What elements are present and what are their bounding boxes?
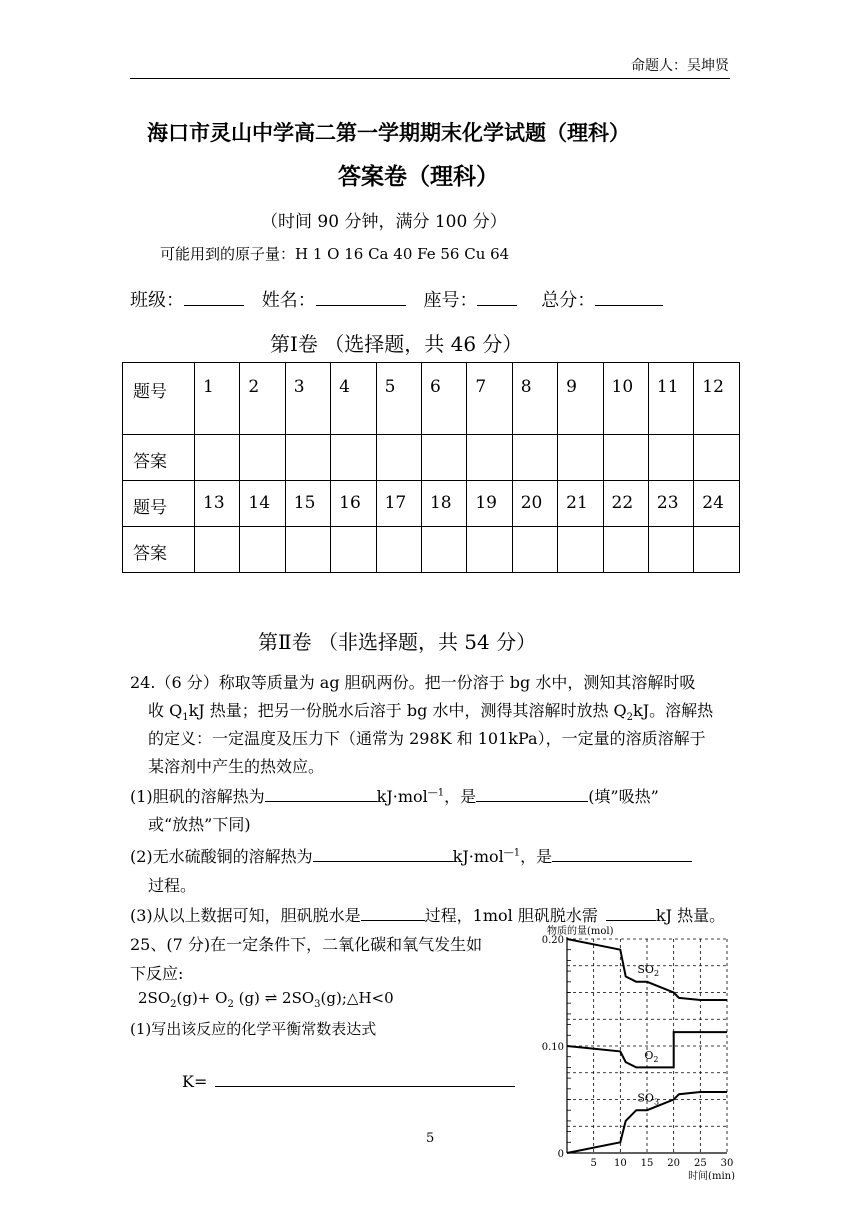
answer-cell[interactable]	[195, 435, 240, 481]
question-number: 13	[195, 481, 240, 527]
q25-equation	[138, 989, 394, 1010]
answer-cell[interactable]	[421, 527, 466, 573]
answer-cell[interactable]	[467, 527, 512, 573]
table-row	[123, 435, 740, 481]
x-axis-label: 时间(min)	[688, 1171, 735, 1180]
question-number: 16	[331, 481, 376, 527]
q24-text: kJ。溶解热	[633, 701, 714, 720]
equation-subscript: 2	[227, 999, 234, 1010]
x-tick-label: 30	[720, 1158, 734, 1169]
answer-cell[interactable]	[240, 435, 285, 481]
equation-text: 2SO	[282, 989, 315, 1007]
answer-cell[interactable]	[467, 435, 512, 481]
series-label-so2: $SO_2$	[637, 963, 660, 979]
total-field[interactable]	[595, 289, 663, 306]
table-row	[123, 363, 740, 435]
k-expression	[182, 1070, 515, 1091]
q24-text: kJ·mol	[452, 847, 504, 866]
x-tick-label: 15	[640, 1158, 654, 1169]
answer-cell[interactable]	[285, 527, 330, 573]
question-number: 9	[558, 363, 603, 435]
question-number: 11	[648, 363, 693, 435]
question-number-label: 题号	[123, 481, 195, 527]
q24-text: (3)从以上数据可知，胆矾脱水是	[130, 906, 361, 925]
question-number: 2	[240, 363, 285, 435]
exam-title: 海口市灵山中学高二第一学期期末化学试题（理科）	[147, 120, 630, 145]
q24-blank-2[interactable]	[476, 785, 588, 802]
info-fields	[130, 286, 663, 312]
equation-subscript: 3	[314, 999, 321, 1010]
k-answer-blank[interactable]	[215, 1070, 515, 1087]
y-tick-label: 0.20	[541, 935, 564, 946]
answer-cell[interactable]	[603, 435, 648, 481]
q24-text: kJ·mol	[376, 787, 428, 806]
q24-blank-6[interactable]	[606, 904, 656, 921]
atomic-masses: 可能用到的原子量：H 1 O 16 Ca 40 Fe 56 Cu 64	[160, 245, 510, 263]
question-number: 8	[512, 363, 557, 435]
question-number: 24	[694, 481, 739, 527]
question-number: 18	[421, 481, 466, 527]
answer-sheet-title: 答案卷（理科）	[338, 163, 499, 190]
answer-cell[interactable]	[285, 435, 330, 481]
class-label: 班级：	[130, 290, 184, 311]
total-label: 总分：	[541, 290, 596, 311]
answer-cell[interactable]	[376, 435, 421, 481]
answer-table	[122, 362, 740, 573]
question-number: 21	[558, 481, 603, 527]
q24-part2	[130, 844, 692, 867]
answer-cell[interactable]	[240, 527, 285, 573]
answer-cell[interactable]	[376, 527, 421, 573]
k-label: K=	[182, 1072, 208, 1091]
q24-superscript: —1	[427, 787, 445, 799]
q24-text: (填”吸热”	[588, 787, 659, 806]
question-number: 22	[603, 481, 648, 527]
question-number: 12	[694, 363, 739, 435]
part2-title: 第Ⅱ卷 （非选择题，共 54 分）	[258, 630, 537, 654]
q24-blank-4[interactable]	[552, 845, 692, 862]
answer-cell[interactable]	[694, 527, 739, 573]
answer-cell[interactable]	[558, 527, 603, 573]
question-number: 17	[376, 481, 421, 527]
question-number: 6	[421, 363, 466, 435]
name-label: 姓名：	[261, 290, 316, 311]
q24-text: kJ 热量。	[655, 906, 726, 925]
q24-subscript: 1	[182, 712, 189, 724]
answer-cell[interactable]	[694, 435, 739, 481]
answer-cell[interactable]	[603, 527, 648, 573]
x-tick-label: 20	[667, 1158, 681, 1169]
q24-text: kJ 热量；把另一份脱水后溶于 bg 水中，测得其溶解时放热 Q	[188, 701, 627, 720]
question-number: 5	[376, 363, 421, 435]
q24-line1: 24.（6 分）称取等质量为 ag 胆矾两份。把一份溶于 bg 水中，测知其溶解时吸	[130, 673, 696, 692]
q24-part1-cont: 或“放热”下同)	[148, 815, 251, 834]
q24-text: ，是	[520, 847, 553, 866]
question-number: 19	[467, 481, 512, 527]
question-number: 3	[285, 363, 330, 435]
question-number-label: 题号	[123, 363, 195, 435]
q24-superscript: —1	[503, 847, 521, 859]
q24-blank-5[interactable]	[361, 904, 425, 921]
answer-cell[interactable]	[331, 435, 376, 481]
series-label-so3: $SO_3$	[637, 1091, 660, 1107]
x-tick-label: 10	[613, 1158, 627, 1169]
q24-line2	[148, 698, 713, 723]
question-number: 14	[240, 481, 285, 527]
answer-cell[interactable]	[558, 435, 603, 481]
q24-text: (2)无水硫酸铜的溶解热为	[130, 847, 313, 866]
q24-part2-cont: 过程。	[148, 876, 197, 895]
author-label: 命题人：吴坤贤	[631, 58, 729, 74]
question-number: 1	[195, 363, 240, 435]
seat-label: 座号：	[423, 290, 478, 311]
y-axis-label: 物质的量(mol)	[547, 926, 614, 937]
equation-text: (g)	[233, 989, 260, 1007]
x-tick-label: 25	[693, 1158, 707, 1169]
time-info: （时间 90 分钟，满分 100 分）	[261, 212, 507, 232]
q24-line4: 某溶剂中产生的热效应。	[148, 757, 325, 776]
equation-text: (g);△H<0	[320, 989, 394, 1007]
answer-label: 答案	[123, 527, 195, 573]
q24-blank-3[interactable]	[313, 845, 453, 862]
answer-cell[interactable]	[195, 527, 240, 573]
question-number: 10	[603, 363, 648, 435]
equation-subscript: 2	[170, 999, 177, 1010]
question-number: 7	[467, 363, 512, 435]
header-divider	[130, 78, 730, 79]
part1-title: 第Ⅰ卷 （选择题，共 46 分）	[270, 332, 523, 356]
equilibrium-arrow-icon: ⇌	[264, 989, 278, 1007]
answer-label: 答案	[123, 435, 195, 481]
equation-text: (g)+ O	[176, 989, 228, 1007]
q24-line3: 的定义：一定温度及压力下（通常为 298K 和 101kPa），一定量的溶质溶解于	[148, 729, 706, 748]
q24-text: 收 Q	[148, 701, 183, 720]
concentration-time-chart	[540, 920, 740, 1180]
name-field[interactable]	[316, 289, 406, 306]
seat-field[interactable]	[477, 289, 517, 306]
q24-part1	[130, 784, 659, 807]
series-label-o2: $O_2$	[644, 1048, 659, 1064]
table-row	[123, 481, 740, 527]
question-number: 23	[648, 481, 693, 527]
q25-line1: 25、(7 分)在一定条件下，二氧化碳和氧气发生如	[130, 935, 483, 954]
q24-subscript: 2	[626, 712, 634, 724]
y-tick-label: 0	[557, 1149, 564, 1160]
answer-cell[interactable]	[512, 435, 557, 481]
table-row	[123, 527, 740, 573]
answer-cell[interactable]	[648, 435, 693, 481]
page-number: 5	[426, 1131, 435, 1146]
y-tick-label: 0.10	[541, 1042, 564, 1053]
answer-cell[interactable]	[512, 527, 557, 573]
q25-line2: 下反应:	[130, 964, 184, 983]
q24-text: ，是	[444, 787, 477, 806]
x-tick-label: 5	[590, 1158, 597, 1169]
equation-text: 2SO	[138, 989, 171, 1007]
question-number: 20	[512, 481, 557, 527]
class-field[interactable]	[184, 289, 244, 306]
q24-text: 过程，1mol 胆矾脱水需	[424, 906, 598, 925]
answer-cell[interactable]	[648, 527, 693, 573]
question-number: 4	[331, 363, 376, 435]
q24-blank-1[interactable]	[265, 785, 377, 802]
answer-cell[interactable]	[421, 435, 466, 481]
q25-part1: (1)写出该反应的化学平衡常数表达式	[130, 1020, 377, 1038]
answer-cell[interactable]	[331, 527, 376, 573]
q24-text: (1)胆矾的溶解热为	[130, 787, 265, 806]
question-number: 15	[285, 481, 330, 527]
